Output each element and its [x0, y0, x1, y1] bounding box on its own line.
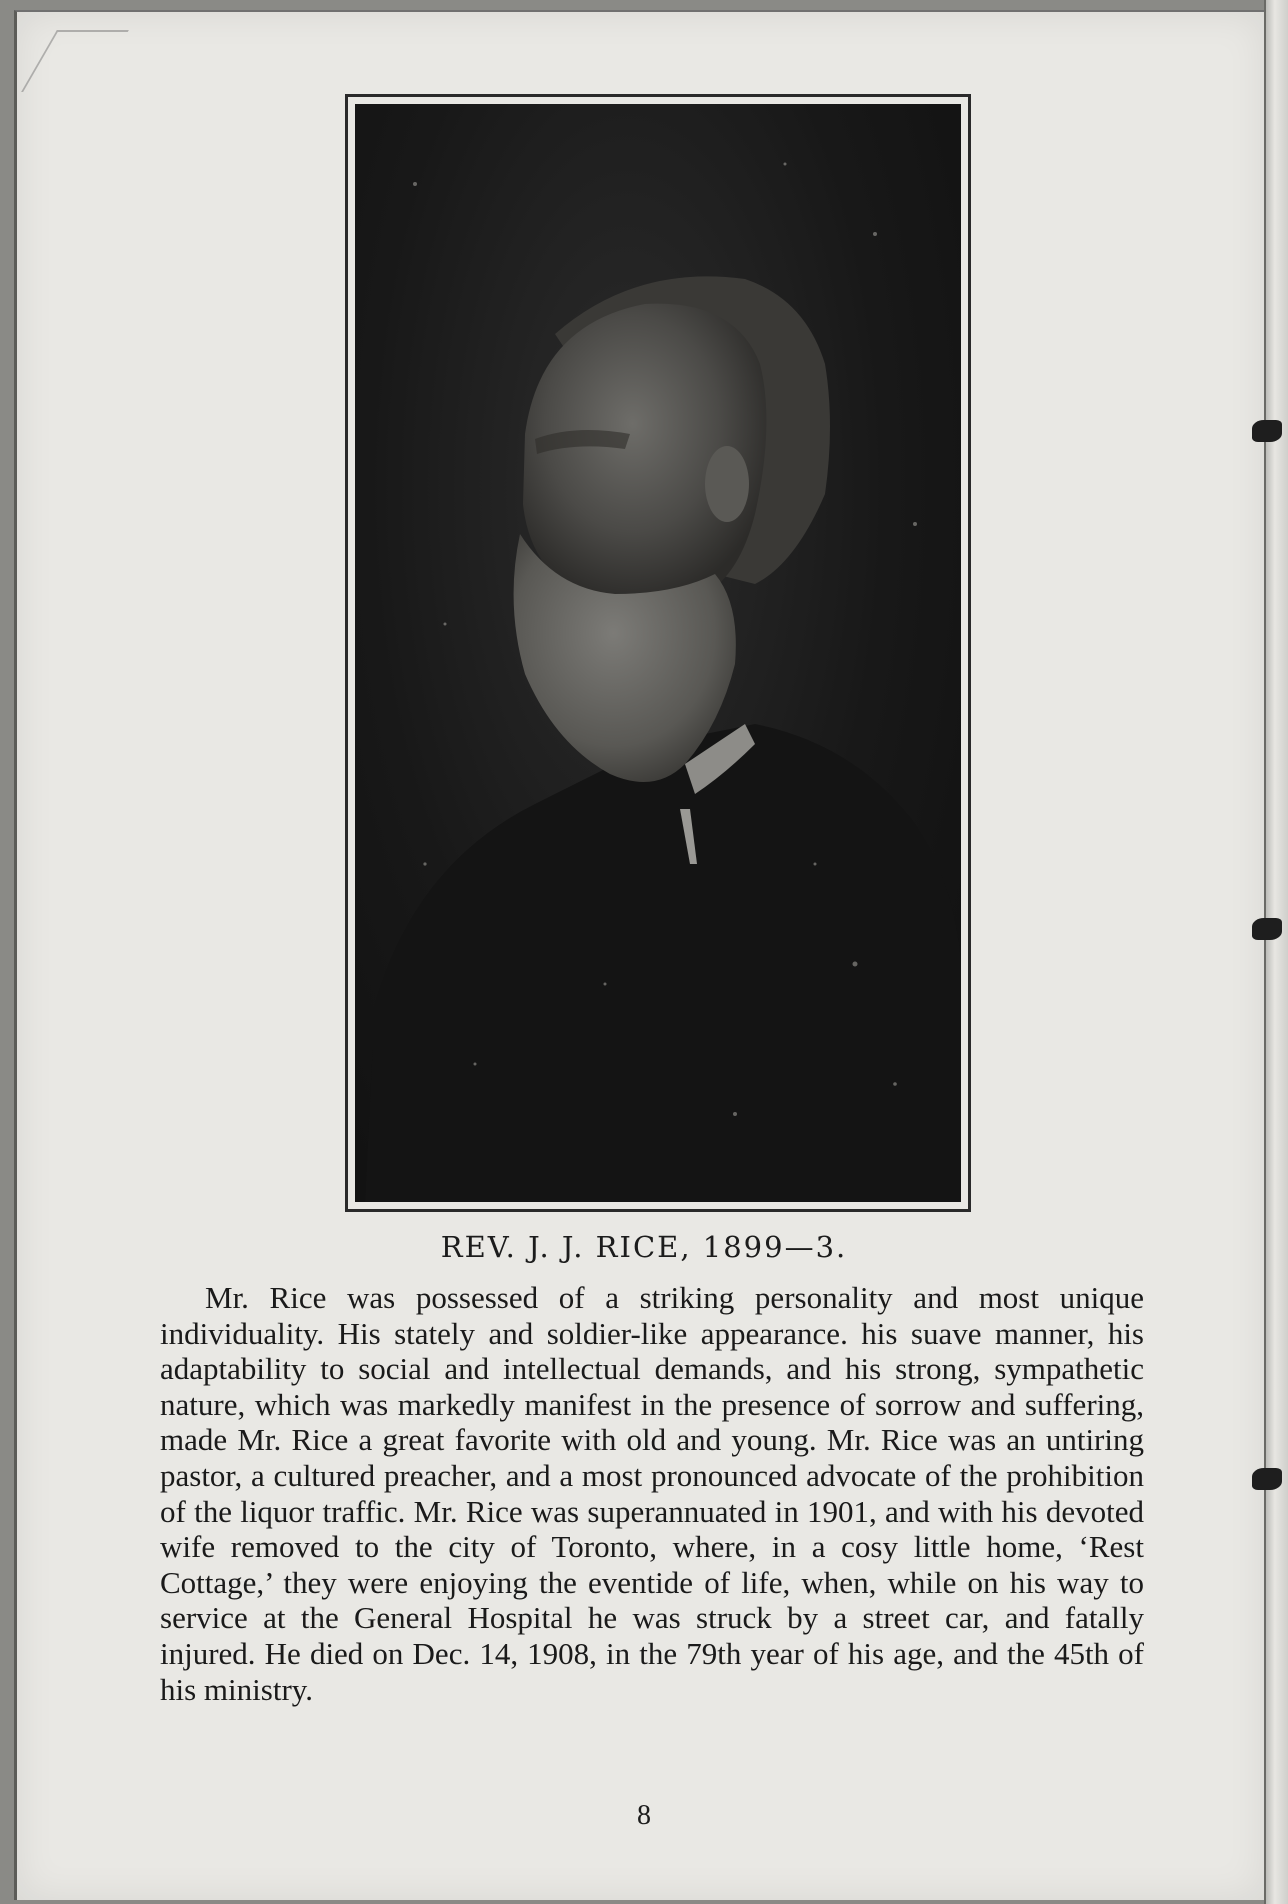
binding-thread-mark — [1252, 420, 1282, 442]
binding-thread-mark — [1252, 1468, 1282, 1490]
portrait-caption: REV. J. J. RICE, 1899—3. — [440, 1230, 848, 1264]
portrait-frame — [345, 94, 971, 1212]
page-corner-fold — [21, 30, 129, 92]
portrait-photograph — [355, 104, 961, 1202]
adjacent-page-edge — [1264, 0, 1288, 1904]
page-number: 8 — [637, 1800, 651, 1831]
binding-thread-mark — [1252, 918, 1282, 940]
portrait-illustration — [355, 104, 961, 1202]
biography-paragraph: Mr. Rice was possessed of a striking personality and most unique individuality. His stately and soldier-like appearance. his suave manner, his adaptability to social and intellectual demands, and his strong, sympathetic nature, which was markedly manifest in the presence of sorrow and suffering, made Mr. Rice a great favorite with old and young. Mr. Rice was an untiring pastor, a cultured preacher, and a most pronounced advocate of the prohibition of the liquor traffic. Mr. Rice was superannuated in 1901, and with his devoted wife removed to the city of Toronto, where, in a cosy little home, ‘Rest Cottage,’ they were enjoying the eventide of life, when, while on his way to service at the General Hospital he was struck by a street car, and fatally injured. He died on Dec. 14, 1908, in the 79th year of his age, and the 45th of his ministry. — [160, 1280, 1144, 1707]
